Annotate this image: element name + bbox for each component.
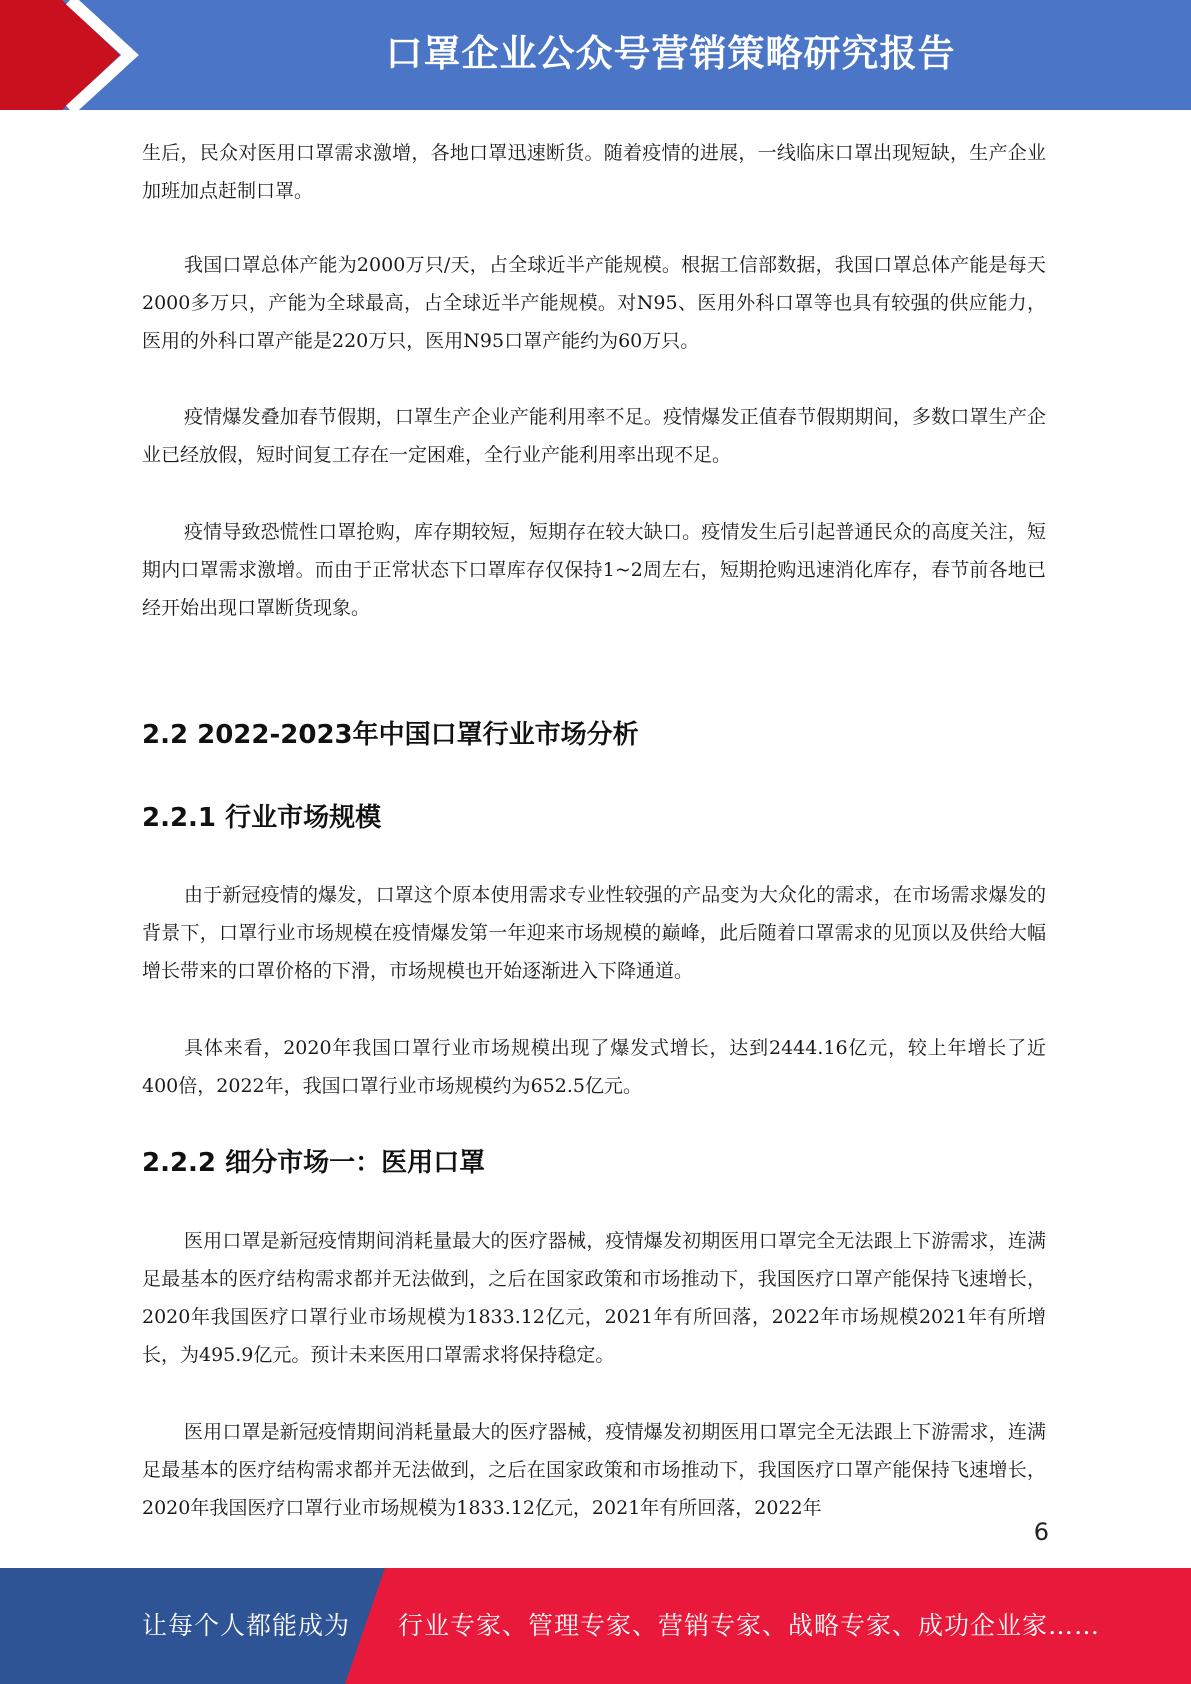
report-title: 口罩企业公众号营销策略研究报告 — [385, 32, 956, 75]
body-paragraph-1: 生后，民众对医用口罩需求激增，各地口罩迅速断货。随着疫情的进展，一线临床口罩出现短缺，生产企业加班加点赶制口罩。 — [142, 142, 1046, 202]
body-paragraph-4: 疫情导致恐慌性口罩抢购，库存期较短，短期存在较大缺口。疫情发生后引起普通民众的高度关注，短期内口罩需求激增。而由于正常状态下口罩库存仅保持1~2周左右，短期抢购迅速消化库存，春节前各地已经开始出现口罩断货现象。 — [142, 521, 1046, 619]
medical-mask-paragraph-2: 医用口罩是新冠疫情期间消耗量最大的医疗器械，疫情爆发初期医用口罩完全无法跟上下游需求，连满足最基本的医疗结构需求都并无法做到，之后在国家政策和市场推动下，我国医疗口罩产能保持飞速增长，2020年我国医疗口罩行业市场规模为1833.12亿元，2021年有所回落，2022年 — [142, 1421, 1046, 1519]
section-heading-2-2-1: 2.2.1 行业市场规模 — [142, 803, 382, 833]
market-size-paragraph-2: 具体来看，2020年我国口罩行业市场规模出现了爆发式增长，达到2444.16亿元，较上年增长了近400倍，2022年，我国口罩行业市场规模约为652.5亿元。 — [142, 1037, 1046, 1097]
page-number: 6 — [1033, 1518, 1049, 1546]
footer-slogan-left: 让每个人都能成为 — [142, 1611, 351, 1640]
market-size-paragraph-1: 由于新冠疫情的爆发，口罩这个原本使用需求专业性较强的产品变为大众化的需求，在市场需求爆发的背景下，口罩行业市场规模在疫情爆发第一年迎来市场规模的巅峰，此后随着口罩需求的见顶以及供给大幅增长带来的口罩价格的下滑，市场规模也开始逐渐进入下降通道。 — [142, 884, 1046, 982]
medical-mask-paragraph-1: 医用口罩是新冠疫情期间消耗量最大的医疗器械，疫情爆发初期医用口罩完全无法跟上下游需求，连满足最基本的医疗结构需求都并无法做到，之后在国家政策和市场推动下，我国医疗口罩产能保持飞速增长，2020年我国医疗口罩行业市场规模为1833.12亿元，2021年有所回落，2022年市场规模2021年有所增长，为495.9亿元。预计未来医用口罩需求将保持稳定。 — [142, 1230, 1046, 1366]
footer-banner — [0, 1568, 1191, 1684]
body-paragraph-2: 我国口罩总体产能为2000万只/天，占全球近半产能规模。根据工信部数据，我国口罩总体产能是每天2000多万只，产能为全球最高，占全球近半产能规模。对N95、医用外科口罩等也具有较强的供应能力，医用的外科口罩产能是220万只，医用N95口罩产能约为60万只。 — [142, 254, 1046, 352]
header-banner — [0, 0, 1191, 110]
section-heading-2-2: 2.2 2022-2023年中国口罩行业市场分析 — [142, 720, 639, 750]
body-paragraph-3: 疫情爆发叠加春节假期，口罩生产企业产能利用率不足。疫情爆发正值春节假期期间，多数口罩生产企业已经放假，短时间复工存在一定困难，全行业产能利用率出现不足。 — [142, 406, 1046, 466]
section-heading-2-2-2: 2.2.2 细分市场一：医用口罩 — [142, 1148, 486, 1178]
header-arrow-decoration — [0, 0, 150, 110]
footer-slogan-right: 行业专家、管理专家、营销专家、战略专家、成功企业家…… — [398, 1611, 1101, 1640]
